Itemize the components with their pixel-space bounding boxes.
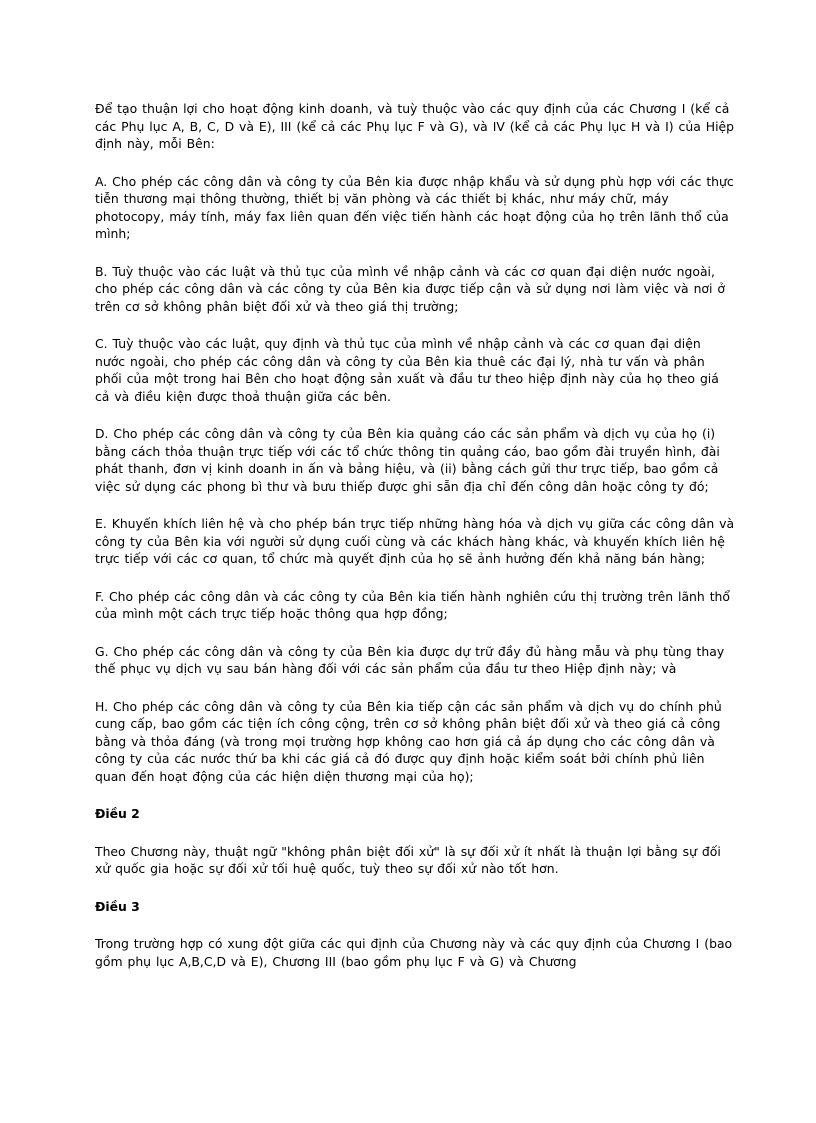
clause-d: D. Cho phép các công dân và công ty của Bên kia quảng cáo các sản phẩm và dịch vụ của họ (i) bằng cách thỏa thuận trực tiếp với các tổ chức thông tin quảng cáo, bao gồm đài truyền hình, đài phát thanh, đơn vị kinh doanh in ấn và bảng hiệu, và (ii) bằng cách gửi thư trực tiếp, bao gồm cả việc sử dụng các phong bì thư và bưu thiếp được ghi sẵn địa chỉ đến công dân hoặc công ty đó; — [95, 426, 720, 494]
clause-g: G. Cho phép các công dân và công ty của Bên kia được dự trữ đầy đủ hàng mẫu và phụ tùng thay thế phục vụ dịch vụ sau bán hàng đối với các sản phẩm của đầu tư theo Hiệp định này; và — [95, 643, 725, 676]
article-3-heading: Điều 3 — [95, 898, 140, 914]
article-3-text: Trong trường hợp có xung đột giữa các qui định của Chương này và các quy định của Chương I (bao gồm phụ lục A,B,C,D và E), Chương III (bao gồm phụ lục F và G) và Chương — [95, 936, 733, 969]
clause-b: B. Tuỳ thuộc vào các luật và thủ tục của mình về nhập cảnh và các cơ quan đại diện nước ngoài, cho phép các công dân và các công ty của Bên kia được tiếp cận và sử dụng nơi làm việc và nơi ở trên cơ sở không phân biệt đối xử và theo giá thị trường; — [95, 263, 725, 314]
article-2-text: Theo Chương này, thuật ngữ "không phân biệt đối xử" là sự đối xử ít nhất là thuận lợi bằng sự đối xử quốc gia hoặc sự đối xử tối huệ quốc, tuỳ theo sự đối xử nào tốt hơn. — [95, 843, 721, 876]
clause-a: A. Cho phép các công dân và công ty của Bên kia được nhập khẩu và sử dụng phù hợp với các thực tiễn thương mại thông thường, thiết bị văn phòng và các thiết bị khác, như máy chữ, máy photocopy, máy tính, máy fax liên quan đến việc tiến hành các hoạt động của họ trên lãnh thổ của mình; — [95, 173, 734, 241]
clause-f: F. Cho phép các công dân và các công ty của Bên kia tiến hành nghiên cứu thị trường trên lãnh thổ của mình một cách trực tiếp hoặc thông qua hợp đồng; — [95, 588, 730, 621]
article-2-heading: Điều 2 — [95, 806, 140, 821]
clause-c: C. Tuỳ thuộc vào các luật, quy định và thủ tục của mình về nhập cảnh và các cơ quan đại diện nước ngoài, cho phép các công dân và công ty của Bên kia thuê các đại lý, nhà tư vấn và phân phối của một trong hai Bên cho hoạt động sản xuất và đầu tư theo hiệp định này của họ theo giá cả và điều kiện được thoả thuận giữa các bên. — [95, 336, 719, 404]
intro-paragraph: Để tạo thuận lợi cho hoạt động kinh doanh, và tuỳ thuộc vào các quy định của các Chương I (kể cả các Phụ lục A, B, C, D và E), III (kể cả các Phụ lục F và G), và IV (kể cả các Phụ lục H và I) của Hiệp định này, mỗi Bên: — [95, 101, 735, 151]
document-page — [95, 100, 735, 990]
clause-h: H. Cho phép các công dân và công ty của Bên kia tiếp cận các sản phẩm và dịch vụ do chính phủ cung cấp, bao gồm các tiện ích công cộng, trên cơ sở không phân biệt đối xử và theo giá cả công bằng và thỏa đáng (và trong mọi trường hợp không cao hơn giá cả áp dụng cho các công dân và công ty của các nước thứ ba khi các giá cả đó được quy định hoặc kiểm soát bởi chính phủ liên quan đến hoạt động của các hiện diện thương mại của họ); — [95, 698, 722, 784]
clause-e: E. Khuyến khích liên hệ và cho phép bán trực tiếp những hàng hóa và dịch vụ giữa các công dân và công ty của Bên kia với người sử dụng cuối cùng và các khách hàng khác, và khuyến khích liên hệ trực tiếp với các cơ quan, tổ chức mà quyết định của họ sẽ ảnh hưởng đến khả năng bán hàng; — [95, 516, 735, 566]
